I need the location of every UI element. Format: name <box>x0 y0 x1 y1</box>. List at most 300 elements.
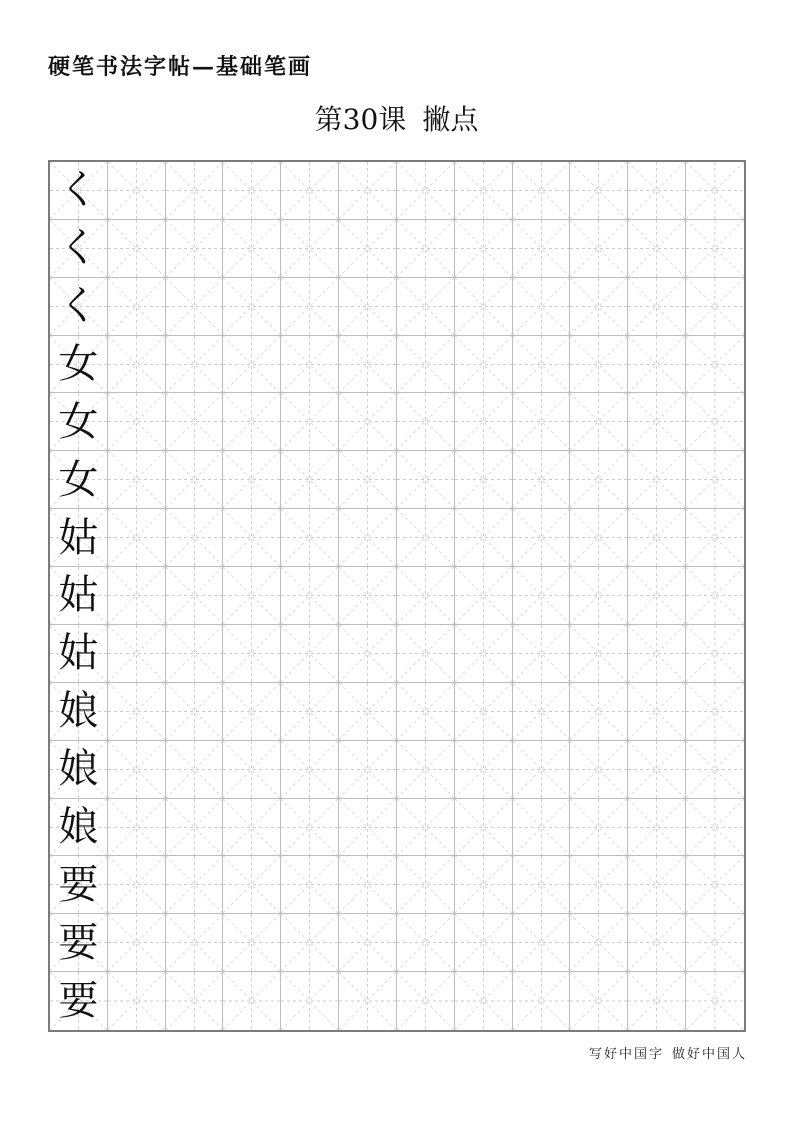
practice-cell <box>628 914 686 972</box>
practice-cell <box>108 393 166 451</box>
mi-grid-guides <box>339 683 396 740</box>
practice-cell <box>223 162 281 220</box>
mi-grid-guides <box>570 683 627 740</box>
mi-grid-guides <box>628 683 685 740</box>
mi-grid-guides <box>628 567 685 624</box>
practice-cell <box>570 162 628 220</box>
practice-cell <box>455 567 513 625</box>
practice-cell <box>166 914 224 972</box>
practice-cell <box>339 625 397 683</box>
mi-grid-guides <box>108 856 165 913</box>
practice-cell <box>108 914 166 972</box>
practice-cell <box>339 856 397 914</box>
mi-grid-guides <box>570 914 627 971</box>
practice-cell <box>339 451 397 509</box>
model-character-cell <box>50 567 108 625</box>
mi-grid-guides <box>513 451 570 508</box>
mi-grid-guides <box>108 162 165 219</box>
mi-grid-guides <box>223 509 280 566</box>
mi-grid-guides <box>628 278 685 335</box>
model-character-cell <box>50 683 108 741</box>
practice-cell <box>108 683 166 741</box>
mi-grid-guides <box>223 972 280 1030</box>
mi-grid-guides <box>108 799 165 856</box>
mi-grid-guides <box>108 393 165 450</box>
practice-cell <box>166 278 224 336</box>
practice-cell <box>108 625 166 683</box>
model-character-cell <box>50 625 108 683</box>
mi-grid-guides <box>628 220 685 277</box>
practice-cell <box>166 451 224 509</box>
practice-cell <box>339 914 397 972</box>
practice-cell <box>281 336 339 394</box>
practice-cell <box>513 914 571 972</box>
mi-grid-guides <box>455 336 512 393</box>
practice-cell <box>339 799 397 857</box>
practice-cell <box>397 567 455 625</box>
practice-cell <box>686 220 744 278</box>
practice-cell <box>686 336 744 394</box>
mi-grid-guides <box>397 567 454 624</box>
practice-cell <box>686 799 744 857</box>
model-character: 娘 <box>58 746 99 793</box>
mi-grid-guides <box>108 914 165 971</box>
practice-cell <box>513 162 571 220</box>
practice-cell <box>455 856 513 914</box>
mi-grid-guides <box>108 509 165 566</box>
mi-grid-guides <box>339 393 396 450</box>
mi-grid-guides <box>166 741 223 798</box>
mi-grid-guides <box>513 914 570 971</box>
mi-grid-guides <box>339 625 396 682</box>
mi-grid-guides <box>513 625 570 682</box>
mi-grid-guides <box>223 741 280 798</box>
practice-cell <box>686 278 744 336</box>
mi-grid-guides <box>223 451 280 508</box>
model-character-cell <box>50 799 108 857</box>
mi-grid-guides <box>166 914 223 971</box>
mi-grid-guides <box>570 393 627 450</box>
model-character: 娘 <box>58 688 99 735</box>
practice-cell <box>513 220 571 278</box>
model-character-cell <box>50 393 108 451</box>
practice-cell <box>628 856 686 914</box>
practice-cell <box>281 393 339 451</box>
mi-grid-guides <box>166 278 223 335</box>
mi-grid-guides <box>455 856 512 913</box>
practice-cell <box>166 683 224 741</box>
practice-cell <box>339 162 397 220</box>
mi-grid-guides <box>455 914 512 971</box>
model-character: 娘 <box>58 803 99 850</box>
practice-cell <box>513 625 571 683</box>
mi-grid-guides <box>166 799 223 856</box>
mi-grid-guides <box>223 625 280 682</box>
practice-cell <box>570 625 628 683</box>
mi-grid-guides <box>686 914 744 971</box>
mi-grid-guides <box>108 336 165 393</box>
mi-grid-guides <box>397 336 454 393</box>
practice-cell <box>628 336 686 394</box>
practice-cell <box>686 451 744 509</box>
mi-grid-guides <box>223 683 280 740</box>
model-character: 姑 <box>58 514 99 561</box>
mi-grid-guides <box>339 278 396 335</box>
practice-cell <box>397 162 455 220</box>
practice-cell <box>513 567 571 625</box>
model-character: く <box>58 225 99 272</box>
mi-grid-guides <box>281 972 338 1030</box>
mi-grid-guides <box>570 509 627 566</box>
model-character: 女 <box>58 398 99 445</box>
mi-grid-guides <box>686 799 744 856</box>
mi-grid-guides <box>455 799 512 856</box>
mi-grid-guides <box>339 509 396 566</box>
model-character: く <box>58 283 99 330</box>
practice-cell <box>108 567 166 625</box>
practice-cell <box>455 799 513 857</box>
mi-grid-guides <box>513 972 570 1030</box>
mi-grid-guides <box>686 336 744 393</box>
practice-cell <box>166 220 224 278</box>
practice-cell <box>628 393 686 451</box>
practice-cell <box>397 856 455 914</box>
mi-grid-guides <box>686 683 744 740</box>
mi-grid-guides <box>570 741 627 798</box>
practice-cell <box>628 451 686 509</box>
mi-grid-guides <box>686 509 744 566</box>
practice-cell <box>455 683 513 741</box>
practice-cell <box>570 856 628 914</box>
practice-cell <box>570 278 628 336</box>
practice-cell <box>513 799 571 857</box>
practice-cell <box>339 393 397 451</box>
mi-grid-guides <box>570 856 627 913</box>
practice-cell <box>223 799 281 857</box>
mi-grid-guides <box>397 972 454 1030</box>
practice-cell <box>397 220 455 278</box>
mi-grid-guides <box>455 625 512 682</box>
practice-cell <box>223 683 281 741</box>
practice-cell <box>108 799 166 857</box>
practice-cell <box>513 278 571 336</box>
practice-cell <box>339 567 397 625</box>
mi-grid-guides <box>281 451 338 508</box>
practice-cell <box>513 393 571 451</box>
practice-cell <box>455 625 513 683</box>
model-character: 女 <box>58 341 99 388</box>
mi-grid-guides <box>628 509 685 566</box>
practice-cell <box>686 856 744 914</box>
practice-cell <box>628 972 686 1030</box>
mi-grid-guides <box>223 278 280 335</box>
mi-grid-guides <box>281 914 338 971</box>
mi-grid-guides <box>513 856 570 913</box>
practice-cell <box>108 336 166 394</box>
practice-cell <box>339 509 397 567</box>
practice-cell <box>570 393 628 451</box>
mi-grid-guides <box>281 162 338 219</box>
mi-grid-guides <box>455 393 512 450</box>
practice-cell <box>281 799 339 857</box>
model-character: 女 <box>58 456 99 503</box>
mi-grid-guides <box>455 162 512 219</box>
model-character: 姑 <box>58 630 99 677</box>
practice-cell <box>570 567 628 625</box>
practice-cell <box>628 220 686 278</box>
practice-cell <box>223 567 281 625</box>
practice-cell <box>397 972 455 1030</box>
mi-grid-guides <box>166 451 223 508</box>
mi-grid-guides <box>686 451 744 508</box>
mi-grid-guides <box>108 278 165 335</box>
mi-grid-guides <box>628 856 685 913</box>
practice-cell <box>108 972 166 1030</box>
mi-grid-guides <box>223 336 280 393</box>
practice-cell <box>281 625 339 683</box>
mi-grid-guides <box>397 220 454 277</box>
practice-cell <box>223 509 281 567</box>
practice-cell <box>455 278 513 336</box>
mi-grid-guides <box>223 220 280 277</box>
mi-grid-guides <box>397 914 454 971</box>
practice-cell <box>628 683 686 741</box>
practice-cell <box>513 741 571 799</box>
mi-grid-guides <box>223 799 280 856</box>
practice-cell <box>281 278 339 336</box>
mi-grid-guides <box>628 741 685 798</box>
mi-grid-guides <box>166 162 223 219</box>
mi-grid-guides <box>281 393 338 450</box>
lesson-number: 第30课 <box>314 103 407 136</box>
mi-grid-guides <box>166 683 223 740</box>
mi-grid-guides <box>166 509 223 566</box>
practice-cell <box>397 278 455 336</box>
mi-grid-guides <box>281 625 338 682</box>
mi-grid-guides <box>223 914 280 971</box>
mi-grid-guides <box>513 799 570 856</box>
mi-grid-guides <box>686 278 744 335</box>
practice-grid <box>48 160 746 1032</box>
mi-grid-guides <box>339 451 396 508</box>
mi-grid-guides <box>686 220 744 277</box>
mi-grid-guides <box>339 914 396 971</box>
practice-cell <box>570 336 628 394</box>
mi-grid-guides <box>628 625 685 682</box>
mi-grid-guides <box>686 567 744 624</box>
mi-grid-guides <box>339 972 396 1030</box>
model-character: く <box>58 167 99 214</box>
practice-cell <box>397 509 455 567</box>
practice-cell <box>166 741 224 799</box>
mi-grid-guides <box>223 567 280 624</box>
practice-cell <box>223 278 281 336</box>
mi-grid-guides <box>397 509 454 566</box>
mi-grid-guides <box>281 856 338 913</box>
model-character: 要 <box>58 919 99 966</box>
mi-grid-guides <box>281 799 338 856</box>
slogan-right: 做好中国人 <box>671 1047 747 1062</box>
practice-cell <box>455 914 513 972</box>
mi-grid-guides <box>513 683 570 740</box>
mi-grid-guides <box>455 220 512 277</box>
practice-cell <box>166 162 224 220</box>
practice-cell <box>281 741 339 799</box>
practice-cell <box>513 451 571 509</box>
model-character-cell <box>50 162 108 220</box>
mi-grid-guides <box>628 162 685 219</box>
practice-cell <box>628 162 686 220</box>
mi-grid-guides <box>397 799 454 856</box>
practice-cell <box>108 509 166 567</box>
mi-grid-guides <box>570 625 627 682</box>
mi-grid-guides <box>166 972 223 1030</box>
mi-grid-guides <box>397 741 454 798</box>
practice-cell <box>108 278 166 336</box>
mi-grid-guides <box>223 856 280 913</box>
practice-cell <box>686 914 744 972</box>
mi-grid-guides <box>686 972 744 1030</box>
practice-cell <box>513 972 571 1030</box>
practice-cell <box>513 683 571 741</box>
practice-cell <box>223 393 281 451</box>
mi-grid-guides <box>339 162 396 219</box>
mi-grid-guides <box>108 972 165 1030</box>
practice-cell <box>686 683 744 741</box>
practice-cell <box>397 741 455 799</box>
practice-cell <box>166 509 224 567</box>
practice-cell <box>397 393 455 451</box>
practice-cell <box>455 220 513 278</box>
practice-cell <box>397 914 455 972</box>
model-character-cell <box>50 336 108 394</box>
mi-grid-guides <box>513 509 570 566</box>
slogan-left: 写好中国字 <box>588 1047 664 1062</box>
practice-cell <box>455 393 513 451</box>
practice-cell <box>281 567 339 625</box>
mi-grid-guides <box>166 625 223 682</box>
practice-cell <box>339 336 397 394</box>
practice-cell <box>686 162 744 220</box>
mi-grid-guides <box>397 393 454 450</box>
practice-cell <box>628 278 686 336</box>
practice-cell <box>223 856 281 914</box>
practice-cell <box>223 741 281 799</box>
practice-cell <box>628 567 686 625</box>
practice-cell <box>455 336 513 394</box>
practice-cell <box>223 972 281 1030</box>
mi-grid-guides <box>223 393 280 450</box>
practice-cell <box>223 625 281 683</box>
mi-grid-guides <box>570 451 627 508</box>
practice-cell <box>628 509 686 567</box>
practice-cell <box>166 567 224 625</box>
practice-cell <box>513 856 571 914</box>
practice-cell <box>108 162 166 220</box>
mi-grid-guides <box>339 567 396 624</box>
mi-grid-guides <box>339 856 396 913</box>
mi-grid-guides <box>108 741 165 798</box>
practice-cell <box>570 509 628 567</box>
mi-grid-guides <box>397 162 454 219</box>
practice-cell <box>339 683 397 741</box>
model-character-cell <box>50 741 108 799</box>
practice-cell <box>281 509 339 567</box>
book-title: 硬笔书法字帖—基础笔画 <box>48 54 313 80</box>
mi-grid-guides <box>628 336 685 393</box>
mi-grid-guides <box>570 162 627 219</box>
mi-grid-guides <box>166 220 223 277</box>
practice-cell <box>281 856 339 914</box>
mi-grid-guides <box>281 336 338 393</box>
mi-grid-guides <box>686 856 744 913</box>
mi-grid-guides <box>455 741 512 798</box>
mi-grid-guides <box>686 393 744 450</box>
mi-grid-guides <box>686 741 744 798</box>
mi-grid-guides <box>455 683 512 740</box>
mi-grid-guides <box>513 336 570 393</box>
practice-cell <box>455 741 513 799</box>
practice-cell <box>166 393 224 451</box>
mi-grid-guides <box>570 567 627 624</box>
practice-cell <box>513 336 571 394</box>
model-character-cell <box>50 509 108 567</box>
practice-cell <box>339 220 397 278</box>
mi-grid-guides <box>628 451 685 508</box>
lesson-title <box>0 98 793 138</box>
model-character-cell <box>50 278 108 336</box>
practice-cell <box>166 336 224 394</box>
mi-grid-guides <box>686 162 744 219</box>
model-character: 要 <box>58 978 99 1025</box>
mi-grid-guides <box>570 278 627 335</box>
practice-cell <box>570 220 628 278</box>
practice-cell <box>628 625 686 683</box>
mi-grid-guides <box>281 741 338 798</box>
practice-cell <box>455 972 513 1030</box>
mi-grid-guides <box>455 278 512 335</box>
practice-cell <box>339 278 397 336</box>
practice-cell <box>166 856 224 914</box>
mi-grid-guides <box>223 162 280 219</box>
practice-cell <box>281 220 339 278</box>
mi-grid-guides <box>686 625 744 682</box>
practice-cell <box>513 509 571 567</box>
practice-cell <box>166 972 224 1030</box>
practice-cell <box>570 741 628 799</box>
mi-grid-guides <box>455 451 512 508</box>
mi-grid-guides <box>339 336 396 393</box>
practice-cell <box>570 451 628 509</box>
practice-cell <box>397 683 455 741</box>
practice-cell <box>223 336 281 394</box>
mi-grid-guides <box>570 220 627 277</box>
practice-cell <box>166 799 224 857</box>
practice-cell <box>686 741 744 799</box>
practice-cell <box>686 393 744 451</box>
mi-grid-guides <box>397 625 454 682</box>
mi-grid-guides <box>455 509 512 566</box>
mi-grid-guides <box>108 567 165 624</box>
practice-cell <box>397 625 455 683</box>
practice-cell <box>281 914 339 972</box>
practice-cell <box>108 451 166 509</box>
mi-grid-guides <box>281 683 338 740</box>
practice-cell <box>455 451 513 509</box>
mi-grid-guides <box>513 220 570 277</box>
mi-grid-guides <box>108 625 165 682</box>
mi-grid-guides <box>281 567 338 624</box>
